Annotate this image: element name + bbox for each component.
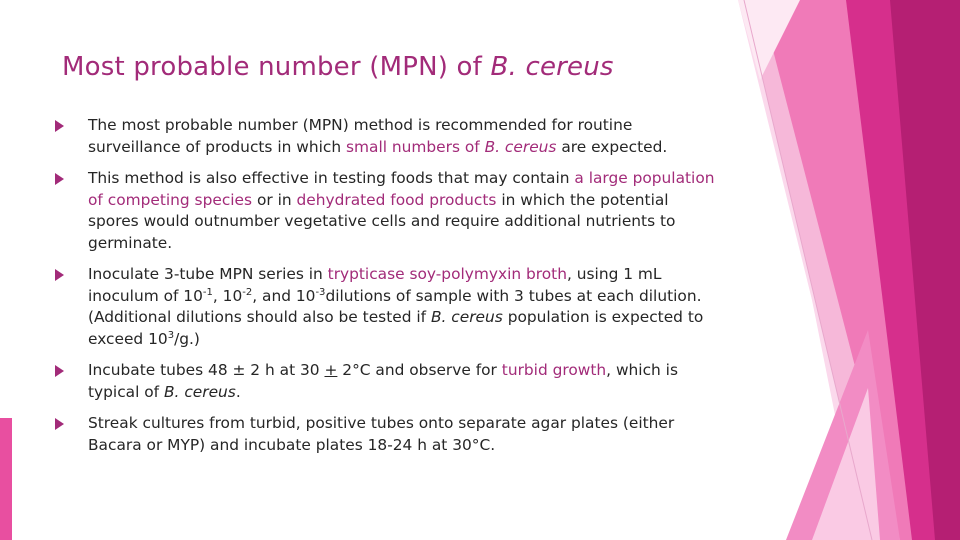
underlined-symbol: + (324, 361, 338, 379)
bullet-highlight-italic: B. cereus (484, 137, 557, 156)
bullet-text: 2°C and observe for (337, 361, 502, 379)
bullet-text: , and 10 (252, 286, 316, 305)
title-italic: B. cereus (490, 52, 614, 82)
bullet-marker-icon (55, 365, 64, 377)
bullet-marker-icon (55, 418, 64, 430)
bullet-highlight: trypticase soy-polymyxin broth (327, 265, 567, 283)
bullet-marker-icon (55, 173, 64, 185)
title-main: Most probable number (MPN) of (62, 52, 491, 82)
superscript: -1 (202, 286, 213, 298)
bullet-item (55, 360, 723, 403)
bullet-item (55, 413, 723, 456)
bullet-item (55, 168, 723, 254)
bullet-text: , which is typical of (88, 361, 678, 401)
bullet-text: . (235, 382, 241, 401)
bullet-text: population is expected to exceed 10 (88, 308, 704, 348)
left-accent-strip (0, 418, 12, 540)
page-title (62, 52, 614, 82)
bullet-marker-icon (55, 269, 64, 281)
bullet-text: The most probable number (MPN) method is recommended for routine surveillance of products in which (88, 116, 633, 156)
bullet-text: in which the potential spores would outnumber vegetative cells and require additional nutrients to germinate. (88, 190, 676, 252)
bullet-text: or in (252, 190, 297, 209)
bullet-text: , 10 (212, 286, 243, 305)
bullet-text: Inoculate 3-tube MPN series in (88, 265, 328, 283)
bullet-highlight: turbid growth (501, 361, 607, 379)
superscript: -3 (315, 286, 326, 298)
bullet-highlight: dehydrated food products (296, 190, 497, 209)
bullet-highlight: small numbers of (346, 137, 485, 156)
superscript: 3 (167, 329, 175, 341)
bullet-item (55, 264, 723, 350)
bullet-text: /g.) (174, 329, 200, 348)
bullet-list (55, 115, 723, 466)
bullet-text: are expected. (556, 137, 668, 156)
bullet-item (55, 115, 723, 158)
bullet-marker-icon (55, 120, 64, 132)
bullet-italic: B. cereus (430, 308, 503, 326)
bullet-text: This method is also effective in testing foods that may contain (88, 169, 575, 187)
bullet-text: Streak cultures from turbid, positive tubes onto separate agar plates (either Bacara or MYP) and incubate plates 18-24 h at 30°C. (88, 414, 675, 454)
bullet-text: , using 1 mL inoculum of 10 (88, 265, 662, 305)
bullet-text: dilutions of sample with 3 tubes at each dilution. (Additional dilutions should also be tested if (88, 286, 702, 326)
bullet-text: Incubate tubes 48 ± 2 h at 30 (88, 361, 325, 379)
bullet-italic: B. cereus (163, 382, 236, 401)
bullet-highlight: a large population of competing species (88, 169, 715, 209)
superscript: -2 (242, 286, 253, 298)
